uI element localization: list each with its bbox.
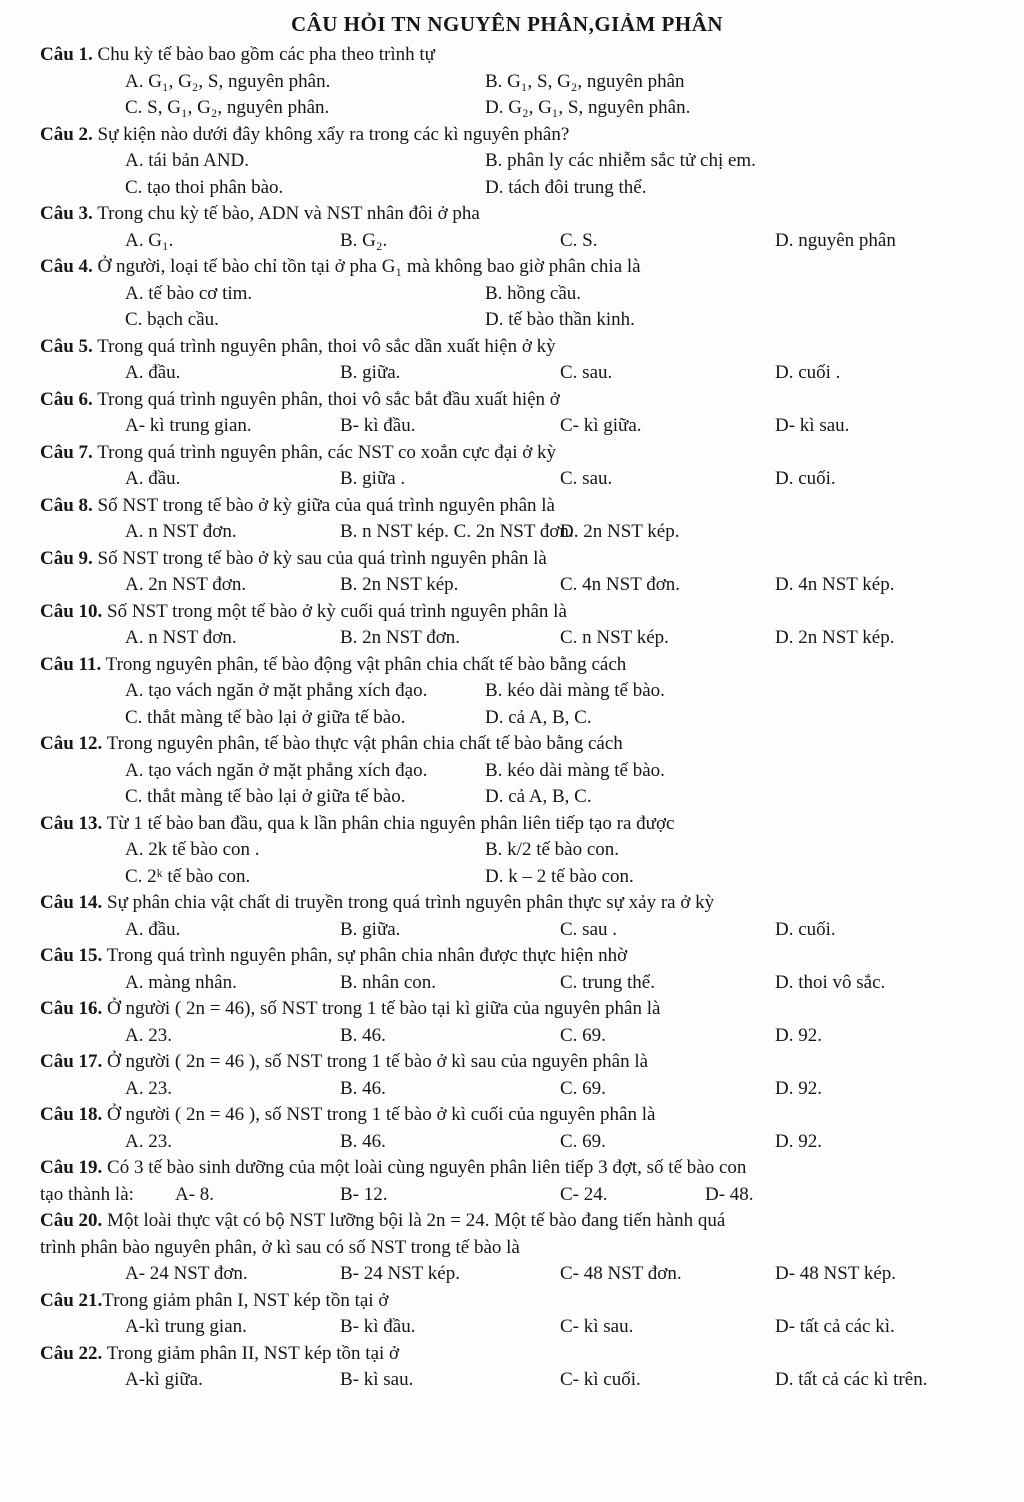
answer-option[interactable]: D. tách đôi trung thể. xyxy=(485,176,647,198)
question-text: Trong chu kỳ tế bào, ADN và NST nhân đôi ở pha xyxy=(92,203,480,224)
question-stem xyxy=(40,652,974,679)
answer-option[interactable]: B. 2n NST kép. xyxy=(340,574,459,595)
answer-option[interactable]: A- 8. xyxy=(175,1183,215,1205)
answer-option[interactable]: B. 46. xyxy=(340,1130,386,1152)
answer-option[interactable]: A. G₁. xyxy=(125,229,174,251)
answer-option[interactable]: B. 46. xyxy=(340,1024,386,1046)
question-text: Trong quá trình nguyên phân, thoi vô sắc dần xuất hiện ở kỳ xyxy=(92,335,556,357)
question-number: Câu 12. xyxy=(40,733,103,754)
answer-option[interactable]: D. k – 2 tế bào con. xyxy=(485,865,634,887)
answer-option[interactable]: B. G₁, S, G₂, nguyên phân xyxy=(485,70,685,92)
answer-option[interactable]: A. n NST đơn. xyxy=(125,627,237,648)
answer-option[interactable]: A-kì giữa. xyxy=(125,1369,203,1390)
answer-option[interactable]: C- 48 NST đơn. xyxy=(560,1263,682,1284)
question-stem xyxy=(40,493,974,520)
question-stem xyxy=(40,122,974,149)
question-14 xyxy=(40,890,974,943)
question-number: Câu 18. xyxy=(40,1104,103,1125)
answer-option[interactable]: C- kì sau. xyxy=(560,1316,634,1337)
question-22 xyxy=(40,1341,974,1394)
options-row xyxy=(40,466,974,493)
options-row xyxy=(40,228,974,255)
answer-option[interactable]: D- kì sau. xyxy=(775,415,850,436)
question-9 xyxy=(40,546,974,599)
answer-option[interactable]: C. 4n NST đơn. xyxy=(560,574,681,595)
question-stem xyxy=(40,1341,974,1368)
question-stem xyxy=(40,1102,974,1129)
answer-option[interactable]: A-kì trung gian. xyxy=(125,1316,247,1337)
question-number: Câu 10. xyxy=(40,600,103,622)
answer-option[interactable]: B- kì đầu. xyxy=(340,415,416,436)
question-stem xyxy=(40,254,974,281)
options-row xyxy=(40,1314,974,1341)
question-number: Câu 11. xyxy=(40,653,102,675)
question-5 xyxy=(40,334,974,387)
answer-option[interactable]: B. giữa . xyxy=(340,468,406,489)
question-1 xyxy=(40,42,974,122)
answer-option[interactable]: D. cuối . xyxy=(775,362,841,383)
answer-option[interactable]: C. S. xyxy=(560,229,598,251)
answer-option[interactable]: A. tạo vách ngăn ở mặt phẳng xích đạo. xyxy=(125,759,428,781)
answer-option[interactable]: A. 2n NST đơn. xyxy=(125,574,247,595)
question-text: Ở người ( 2n = 46 ), số NST trong 1 tế bào ở kì sau của nguyên phân là xyxy=(102,1051,649,1072)
answer-option[interactable]: D. cuối. xyxy=(775,918,836,940)
answer-option[interactable]: C. bạch cầu. xyxy=(125,309,219,330)
answer-option[interactable]: C. n NST kép. xyxy=(560,627,669,648)
answer-option[interactable]: B. kéo dài màng tế bào. xyxy=(485,759,665,781)
question-text: Chu kỳ tế bào bao gồm các pha theo trình tự xyxy=(92,44,435,65)
answer-option[interactable]: B- kì sau. xyxy=(340,1369,414,1390)
question-18 xyxy=(40,1102,974,1155)
question-4 xyxy=(40,254,974,334)
answer-option[interactable]: A- kì trung gian. xyxy=(125,415,252,436)
answer-option[interactable]: B. nhân con. xyxy=(340,971,437,993)
question-number: Câu 22. xyxy=(40,1342,103,1364)
answer-option[interactable]: B. 2n NST đơn. xyxy=(340,627,461,648)
answer-option[interactable]: C- kì giữa. xyxy=(560,415,642,436)
question-stem xyxy=(40,599,974,626)
options-row xyxy=(40,1076,974,1103)
question-stem xyxy=(40,890,974,917)
answer-option[interactable]: B. phân ly các nhiễm sắc tử chị em. xyxy=(485,150,756,171)
question-number: Câu 7. xyxy=(40,441,93,463)
question-text: Từ 1 tế bào ban đầu, qua k lần phân chia nguyên phân liên tiếp tạo ra được xyxy=(102,812,675,834)
question-20 xyxy=(40,1208,974,1288)
question-7 xyxy=(40,440,974,493)
answer-option[interactable]: D. cả A, B, C. xyxy=(485,786,592,807)
answer-option[interactable]: A. 23. xyxy=(125,1024,172,1046)
options-row xyxy=(40,307,974,334)
question-13 xyxy=(40,811,974,891)
question-number: Câu 20. xyxy=(40,1210,103,1231)
question-number: Câu 8. xyxy=(40,494,93,516)
question-19 xyxy=(40,1155,974,1208)
question-6 xyxy=(40,387,974,440)
answer-option[interactable]: D. 92. xyxy=(775,1077,822,1099)
answer-option[interactable]: D. nguyên phân xyxy=(775,229,896,251)
answer-option[interactable]: D. G₂, G₁, S, nguyên phân. xyxy=(485,97,691,118)
answer-option[interactable]: C. sau . xyxy=(560,918,617,940)
question-2 xyxy=(40,122,974,202)
question-text: Trong nguyên phân, tế bào động vật phân chia chất tế bào bằng cách xyxy=(101,653,627,675)
question-number: Câu 13. xyxy=(40,812,103,834)
question-number: Câu 19. xyxy=(40,1157,103,1178)
question-stem xyxy=(40,1155,974,1182)
options-row xyxy=(40,148,974,175)
answer-option[interactable]: A. đầu. xyxy=(125,918,181,940)
answer-option[interactable]: A. tế bào cơ tim. xyxy=(125,282,253,304)
question-text: Ở người, loại tế bào chỉ tồn tại ở pha G₁ mà không bao giờ phân chia là xyxy=(92,256,641,277)
options-row xyxy=(40,1367,974,1394)
question-12 xyxy=(40,731,974,811)
question-number: Câu 15. xyxy=(40,945,103,966)
question-10 xyxy=(40,599,974,652)
options-row xyxy=(40,69,974,96)
answer-option[interactable]: D. tế bào thần kinh. xyxy=(485,309,635,330)
question-21 xyxy=(40,1288,974,1341)
question-stem xyxy=(40,731,974,758)
question-number: Câu 4. xyxy=(40,256,93,277)
answer-option[interactable]: B. giữa. xyxy=(340,362,401,383)
answer-option[interactable]: A. G₁, G₂, S, nguyên phân. xyxy=(125,70,331,92)
options-row xyxy=(40,625,974,652)
answer-option[interactable]: D. 2n NST kép. xyxy=(775,627,895,648)
answer-option[interactable]: A- 24 NST đơn. xyxy=(125,1263,248,1284)
options-row xyxy=(40,519,974,546)
question-text: Một loài thực vật có bộ NST lưỡng bội là 2n = 24. Một tế bào đang tiến hành quá xyxy=(102,1210,726,1231)
answer-option[interactable]: D. tất cả các kì trên. xyxy=(775,1369,928,1390)
question-stem xyxy=(40,1208,974,1235)
question-number: Câu 14. xyxy=(40,892,103,913)
answer-option[interactable]: A. tái bản AND. xyxy=(125,150,250,171)
answer-option[interactable]: D. thoi vô sắc. xyxy=(775,971,886,993)
answer-option[interactable]: C. sau. xyxy=(560,468,613,489)
question-text: Trong quá trình nguyên phân, các NST co xoắn cực đại ở kỳ xyxy=(92,441,557,463)
answer-option[interactable]: B. n NST kép. C. 2n NST đơn. xyxy=(340,521,574,542)
question-number: Câu 21. xyxy=(40,1289,103,1311)
answer-option[interactable]: B. k/2 tế bào con. xyxy=(485,839,620,860)
question-stem xyxy=(40,1049,974,1076)
answer-option[interactable]: D- tất cả các kì. xyxy=(775,1316,895,1337)
answer-option[interactable]: A. 23. xyxy=(125,1130,172,1152)
question-text: Trong giảm phân II, NST kép tồn tại ở xyxy=(102,1342,400,1364)
options-row xyxy=(40,705,974,732)
answer-option[interactable]: A. tạo vách ngăn ở mặt phẳng xích đạo. xyxy=(125,680,428,701)
answer-option[interactable]: C. thắt màng tế bào lại ở giữa tế bào. xyxy=(125,786,406,807)
options-row xyxy=(40,1261,974,1288)
question-text: Sự phân chia vật chất di truyền trong quá trình nguyên phân thực sự xảy ra ở kỳ xyxy=(102,892,715,913)
question-stem xyxy=(40,546,974,573)
question-stem xyxy=(40,943,974,970)
answer-option[interactable]: A. n NST đơn. xyxy=(125,521,237,542)
options-row xyxy=(40,837,974,864)
options-row xyxy=(40,758,974,785)
question-stem xyxy=(40,811,974,838)
answer-option[interactable]: C- kì cuối. xyxy=(560,1369,641,1390)
answer-option[interactable]: D. cuối. xyxy=(775,468,836,489)
question-stem xyxy=(40,1288,974,1315)
answer-option[interactable]: C. S, G₁, G₂, nguyên phân. xyxy=(125,97,330,118)
answer-option[interactable]: C- 24. xyxy=(560,1183,608,1205)
question-stem xyxy=(40,42,974,69)
answer-option[interactable]: C. tạo thoi phân bào. xyxy=(125,176,284,198)
answer-option[interactable]: B. kéo dài màng tế bào. xyxy=(485,680,665,701)
options-row xyxy=(40,1129,974,1156)
answer-option[interactable]: B- kì đầu. xyxy=(340,1316,416,1337)
answer-option[interactable]: B. G₂. xyxy=(340,229,388,251)
answer-option[interactable]: B- 24 NST kép. xyxy=(340,1263,460,1284)
options-row xyxy=(40,678,974,705)
answer-option[interactable]: D. cả A, B, C. xyxy=(485,706,592,728)
answer-option[interactable]: C. 2ᵏ tế bào con. xyxy=(125,865,251,887)
answer-option[interactable]: D. 2n NST kép. xyxy=(560,521,680,542)
options-row xyxy=(40,360,974,387)
answer-option[interactable]: C. 69. xyxy=(560,1130,606,1152)
answer-option[interactable]: A. 23. xyxy=(125,1077,172,1099)
answer-option[interactable]: D- 48. xyxy=(705,1183,754,1205)
question-text-continued: tạo thành là: xyxy=(40,1183,134,1205)
question-stem xyxy=(40,996,974,1023)
answer-option[interactable]: C. 69. xyxy=(560,1024,606,1046)
options-row xyxy=(40,95,974,122)
answer-option[interactable]: D. 92. xyxy=(775,1130,822,1152)
options-row xyxy=(40,572,974,599)
answer-option[interactable]: A. màng nhân. xyxy=(125,971,237,993)
options-row xyxy=(40,1182,974,1209)
answer-option[interactable]: D- 48 NST kép. xyxy=(775,1263,897,1284)
question-number: Câu 1. xyxy=(40,44,93,65)
question-number: Câu 5. xyxy=(40,335,93,357)
answer-option[interactable]: D. 92. xyxy=(775,1024,822,1046)
question-text: Ở người ( 2n = 46), số NST trong 1 tế bào tại kì giữa của nguyên phân là xyxy=(102,998,661,1019)
options-row xyxy=(40,917,974,944)
answer-option[interactable]: B- 12. xyxy=(340,1183,388,1205)
options-row xyxy=(40,413,974,440)
question-text: Số NST trong tế bào ở kỳ giữa của quá trình nguyên phân là xyxy=(92,494,555,516)
question-text: Trong quá trình nguyên phân, thoi vô sắc bắt đầu xuất hiện ở xyxy=(92,388,560,410)
question-stem xyxy=(40,201,974,228)
question-list xyxy=(40,42,974,1394)
question-text: Trong nguyên phân, tế bào thực vật phân chia chất tế bào bằng cách xyxy=(102,733,623,754)
question-text-continued: trình phân bào nguyên phân, ở kì sau có số NST trong tế bào là xyxy=(40,1236,520,1258)
answer-option[interactable]: C. sau. xyxy=(560,362,613,383)
answer-option[interactable]: A. đầu. xyxy=(125,362,181,383)
question-8 xyxy=(40,493,974,546)
options-row xyxy=(40,864,974,891)
answer-option[interactable]: B. giữa. xyxy=(340,918,401,940)
answer-option[interactable]: C. thắt màng tế bào lại ở giữa tế bào. xyxy=(125,706,406,728)
question-number: Câu 3. xyxy=(40,203,93,224)
question-17 xyxy=(40,1049,974,1102)
question-text: Trong quá trình nguyên phân, sự phân chia nhân được thực hiện nhờ xyxy=(102,945,628,966)
options-row xyxy=(40,784,974,811)
question-number: Câu 16. xyxy=(40,998,103,1019)
options-row xyxy=(40,1023,974,1050)
answer-option[interactable]: A. 2k tế bào con . xyxy=(125,839,260,860)
question-text: Sự kiện nào dưới đây không xẩy ra trong các kì nguyên phân? xyxy=(92,123,570,145)
answer-option[interactable]: B. hồng cầu. xyxy=(485,282,582,304)
answer-option[interactable]: C. trung thể. xyxy=(560,971,655,993)
answer-option[interactable]: C. 69. xyxy=(560,1077,606,1099)
question-text: Có 3 tế bào sinh dưỡng của một loài cùng nguyên phân liên tiếp 3 đợt, số tế bào con xyxy=(102,1157,747,1178)
question-stem xyxy=(40,387,974,414)
question-number: Câu 6. xyxy=(40,388,93,410)
question-stem xyxy=(40,440,974,467)
answer-option[interactable]: D. 4n NST kép. xyxy=(775,574,895,595)
answer-option[interactable]: B. 46. xyxy=(340,1077,386,1099)
question-text: Số NST trong một tế bào ở kỳ cuối quá trình nguyên phân là xyxy=(102,600,567,622)
question-11 xyxy=(40,652,974,732)
question-text: Số NST trong tế bào ở kỳ sau của quá trình nguyên phân là xyxy=(92,547,547,569)
question-3 xyxy=(40,201,974,254)
options-row xyxy=(40,281,974,308)
answer-option[interactable]: A. đầu. xyxy=(125,468,181,489)
question-number: Câu 9. xyxy=(40,547,93,569)
options-row xyxy=(40,175,974,202)
question-number: Câu 2. xyxy=(40,123,93,145)
question-16 xyxy=(40,996,974,1049)
question-text: Ở người ( 2n = 46 ), số NST trong 1 tế bào ở kì cuối của nguyên phân là xyxy=(102,1104,656,1125)
question-15 xyxy=(40,943,974,996)
page-title: CÂU HỎI TN NGUYÊN PHÂN,GIẢM PHÂN xyxy=(290,12,724,36)
options-row xyxy=(40,970,974,997)
question-number: Câu 17. xyxy=(40,1051,103,1072)
question-stem xyxy=(40,334,974,361)
question-text: Trong giảm phân I, NST kép tồn tại ở xyxy=(102,1289,389,1311)
